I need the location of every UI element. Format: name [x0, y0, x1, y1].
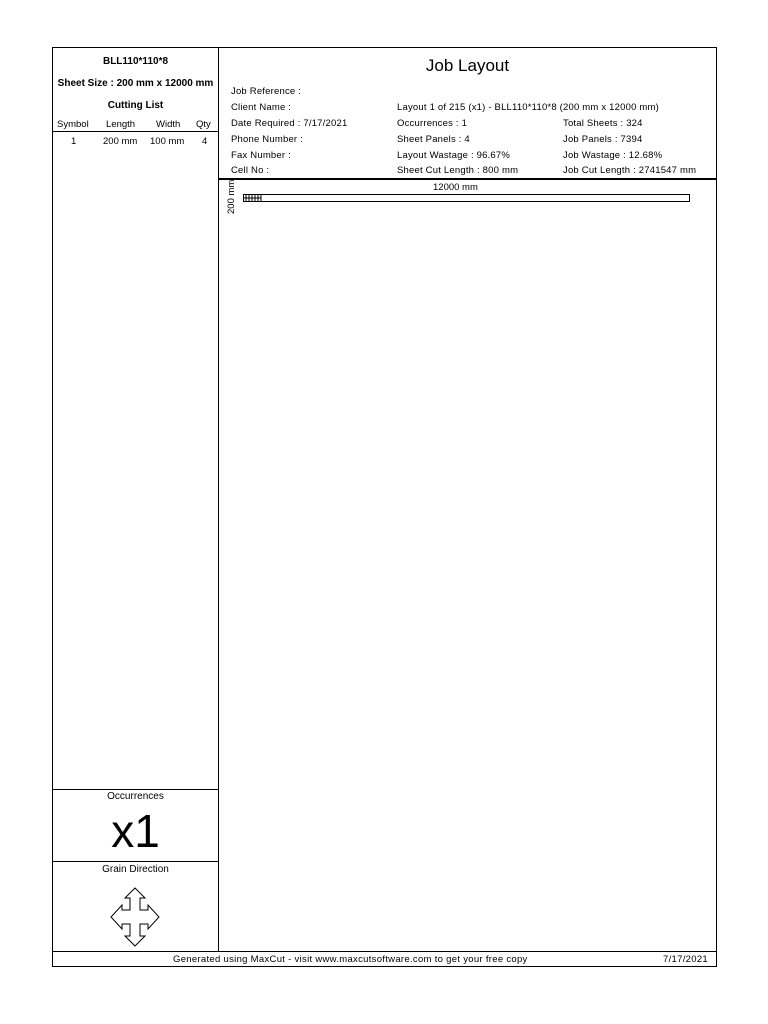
grain-direction-icon	[103, 886, 167, 948]
footer-date: 7/17/2021	[663, 954, 708, 965]
job-layout-page	[52, 47, 717, 967]
total-sheets: Total Sheets : 324	[563, 118, 643, 129]
divider	[53, 789, 218, 790]
cutting-list-header	[53, 119, 218, 132]
row-length: 200 mm	[103, 136, 138, 147]
col-length: Length	[106, 119, 136, 130]
row-width: 100 mm	[150, 136, 185, 147]
occurrences-value: x1	[111, 805, 160, 857]
layout-wastage: Layout Wastage : 96.67%	[397, 150, 511, 161]
job-panels: Job Panels : 7394	[563, 134, 643, 145]
sheet-width-label: 12000 mm	[433, 182, 478, 193]
generated-notice: Generated using MaxCut - visit www.maxcutsoftware.com to get your free copy	[173, 954, 528, 965]
sheet-height-label: 200 mm	[226, 179, 237, 214]
table-row	[53, 136, 218, 148]
material-name: BLL110*110*8	[102, 56, 169, 67]
sheet-cut-length: Sheet Cut Length : 800 mm	[397, 165, 519, 176]
job-reference: Job Reference :	[231, 86, 302, 97]
fax-number: Fax Number :	[231, 150, 291, 161]
job-wastage: Job Wastage : 12.68%	[563, 150, 663, 161]
col-width: Width	[156, 119, 181, 130]
occurrences-label: Occurrences	[107, 791, 164, 802]
sheet-outline	[243, 194, 693, 206]
grain-direction-label: Grain Direction	[102, 864, 169, 875]
job-header	[219, 48, 716, 180]
phone-number: Phone Number :	[231, 134, 303, 145]
col-qty: Qty	[196, 119, 211, 130]
cutting-list-title: Cutting List	[107, 100, 164, 111]
page-footer	[53, 951, 716, 968]
row-qty: 4	[202, 136, 208, 147]
date-required: Date Required : 7/17/2021	[231, 118, 348, 129]
col-symbol: Symbol	[57, 119, 89, 130]
cut-panels	[243, 194, 261, 202]
sheet-size: Sheet Size : 200 mm x 12000 mm	[57, 78, 214, 89]
cutting-list-panel	[53, 48, 219, 951]
sheet-panels: Sheet Panels : 4	[397, 134, 470, 145]
row-symbol: 1	[71, 136, 77, 147]
client-name: Client Name :	[231, 102, 292, 113]
page-title: Job Layout	[425, 56, 510, 75]
divider	[53, 861, 218, 862]
occurrences-field: Occurrences : 1	[397, 118, 468, 129]
layout-info: Layout 1 of 215 (x1) - BLL110*110*8 (200 mm x 12000 mm)	[397, 102, 660, 113]
cell-no: Cell No :	[231, 165, 270, 176]
sheet-layout-diagram	[219, 180, 716, 240]
job-cut-length: Job Cut Length : 2741547 mm	[563, 165, 697, 176]
